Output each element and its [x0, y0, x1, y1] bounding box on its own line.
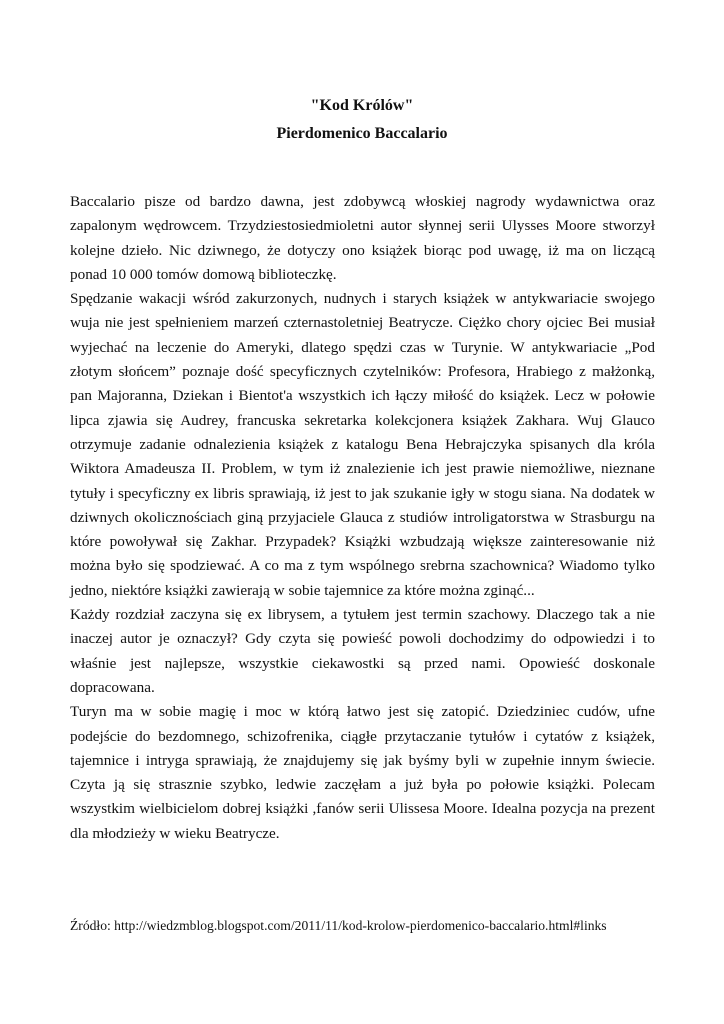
paragraph-opinion: Turyn ma w sobie magię i moc w którą łatwo jest się zatopić. Dziedziniec cudów, ufne podejście do bezdomnego, schizofrenika, ciągłe przytaczanie tytułów i cytatów z książek, tajemnice i intryga sprawiają, że znajdujemy się jak byśmy byli w zupełnie innym świecie. Czyta ją się strasznie szybko, ledwie zaczęłam a już była po połowie książki. Polecam wszystkim wielbicielom dobrej książki ,fanów serii Ulissesa Moore. Idealna pozycja na prezent dla młodzieży w wieku Beatrycze.: [70, 703, 655, 842]
paragraph-about-author: Baccalario pisze od bardzo dawna, jest zdobywcą włoskiej nagrody wydawnictwa oraz zapalonym wędrowcem. Trzydziestosiedmioletni autor słynnej serii Ulysses Moore stworzył kolejne dzieło. Nic dziwnego, że dotyczy ono książek biorąc pod uwagę, iż ma on liczącą ponad 10 000 tomów domową biblioteczkę.: [70, 193, 655, 283]
book-author: Pierdomenico Baccalario: [276, 125, 448, 142]
book-title: "Kod Królów": [310, 97, 414, 114]
source-line: Źródło: http://wiedzmblog.blogspot.com/2011/11/kod-krolow-pierdomenico-baccalario.html#links: [70, 918, 607, 933]
paragraph-plot: Spędzanie wakacji wśród zakurzonych, nudnych i starych książek w antykwariacie swojego wuja nie jest spełnieniem marzeń czternastoletniej Beatrycze. Ciężko chory ojciec Bei musiał wyjechać na leczenie do Ameryki, dlatego spędzi czas w Turynie. W antykwariacie „Pod złotym słońcem” poznaje dość specyficznych czytelników: Profesora, Hrabiego z małżonką, pan Majoranna, Dziekan i Bientot'a wszystkich ich łączy miłość do książek. Lecz w połowie lipca zjawia się Audrey, francuska sekretarka kolekcjonera książek Zakhara. Wuj Glauco otrzymuje zadanie odnalezienia książek z katalogu Bena Hebrajczyka spisanych dla króla Wiktora Amadeusza II. Problem, w tym iż znalezienie ich jest prawie niemożliwe, nieznane tytuły i specyficzny ex libris sprawiają, iż jest to jak szukanie igły w stogu siana. Na dodatek w dziwnych okolicznościach giną przyjaciele Glauca z studiów introligatorstwa w Strasburgu na które powoływał się Zakhar. Przypadek? Książki wzbudzają większe zainteresowanie niż można było się spodziewać. A co ma z tym wspólnego srebrna szachownica? Wiadomo tylko jedno, niektóre książki zawierają w sobie tajemnice za które można zginąć...: [70, 290, 655, 599]
paragraph-chapters: Każdy rozdział zaczyna się ex librysem, a tytułem jest termin szachowy. Dlaczego tak a nie inaczej autor je oznaczył? Gdy czyta się powieść powoli dochodzimy do odpowiedzi i to właśnie jest najlepsze, wszystkie ciekawostki są przed nami. Opowieść doskonale dopracowana.: [70, 606, 655, 696]
review-body: [70, 190, 655, 846]
